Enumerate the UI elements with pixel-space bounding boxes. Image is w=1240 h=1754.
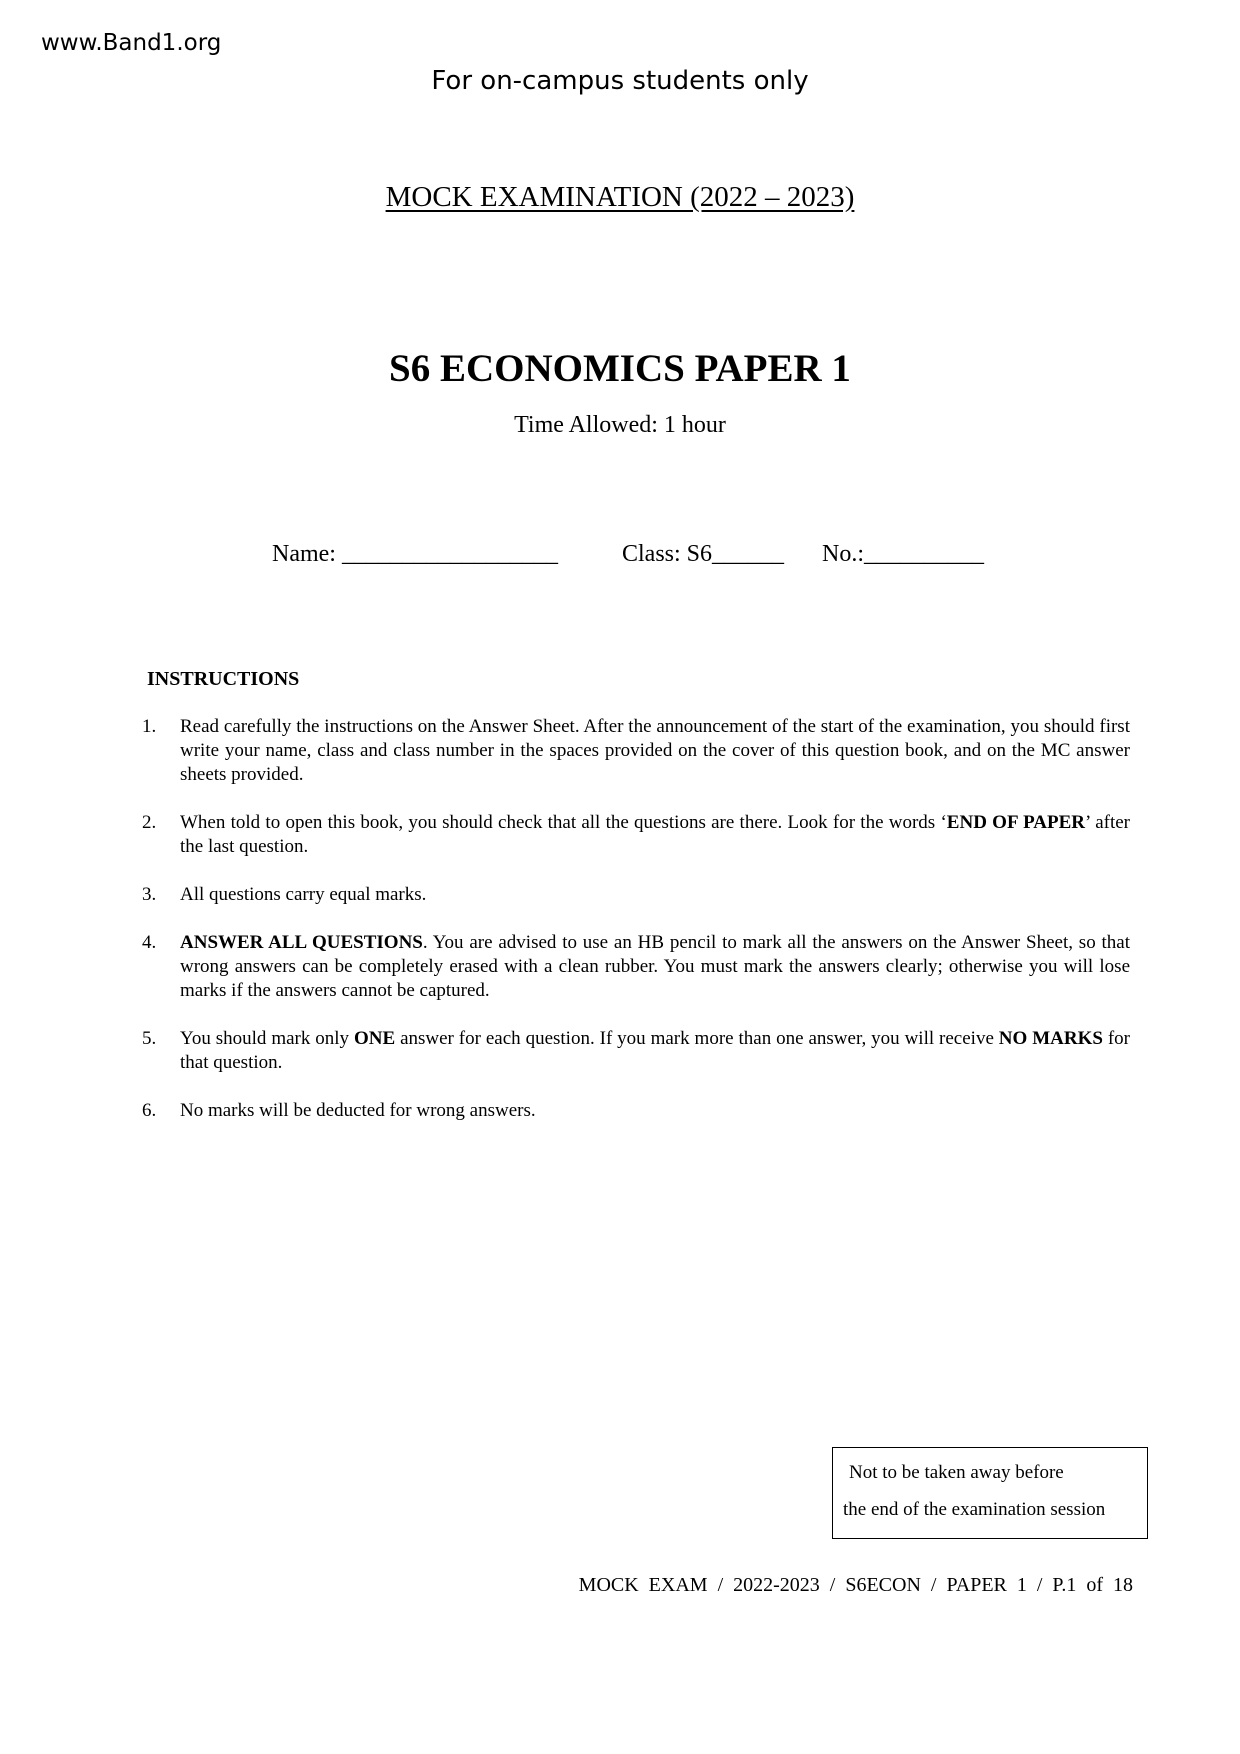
instruction-item: [142, 715, 1130, 787]
instruction-text: answer for each question. If you mark more than one answer, you will receive: [395, 1028, 999, 1049]
instruction-number: 3.: [142, 884, 157, 905]
instruction-item: [142, 931, 1130, 1003]
instruction-number: 2.: [142, 812, 157, 833]
time-allowed: Time Allowed: 1 hour: [514, 412, 726, 438]
watermark-url: www.Band1.org: [41, 30, 222, 56]
notice-box: [832, 1447, 1148, 1539]
instruction-text: You should mark only: [180, 1028, 354, 1049]
instruction-emphasis: ONE: [353, 1028, 396, 1049]
instruction-number: 4.: [142, 932, 157, 953]
instruction-number: 5.: [142, 1028, 157, 1049]
instruction-emphasis: ANSWER ALL QUESTIONS: [180, 932, 423, 953]
instruction-text: for that question.: [180, 1028, 1131, 1073]
instruction-text: Read carefully the instructions on the Answer Sheet. After the announcement of the start of the examination, you should first write your name, class and class number in the spaces provided on the cover of this question book, and on the MC answer sheets provided.: [180, 716, 1130, 785]
instruction-number: 1.: [142, 716, 157, 737]
campus-note: For on-campus students only: [431, 66, 809, 96]
instruction-item: [142, 1027, 1130, 1075]
class-field: Class: S6______: [622, 541, 785, 567]
instruction-emphasis: END OF PAPER: [946, 812, 1086, 833]
paper-title: S6 ECONOMICS PAPER 1: [389, 347, 851, 390]
instructions-heading: INSTRUCTIONS: [147, 668, 300, 690]
notice-line-1: Not to be taken away before: [849, 1462, 1064, 1483]
name-field: Name: __________________: [272, 541, 558, 567]
instruction-text: All questions carry equal marks.: [180, 884, 427, 905]
instruction-text: ’ after the last question.: [180, 812, 1131, 857]
instruction-emphasis: NO MARKS: [998, 1028, 1103, 1049]
instruction-number: 6.: [142, 1100, 157, 1121]
instruction-text: No marks will be deducted for wrong answers.: [180, 1100, 536, 1121]
instructions-list: [142, 715, 1130, 1147]
number-field: No.:__________: [822, 541, 984, 567]
instruction-text: When told to open this book, you should check that all the questions are there. Look for the words ‘: [180, 812, 947, 833]
page-footer: MOCK EXAM / 2022-2023 / S6ECON / PAPER 1 / P.1 of 18: [578, 1574, 1133, 1596]
instruction-item: [142, 883, 1130, 907]
instruction-item: [142, 811, 1130, 859]
exam-heading: MOCK EXAMINATION (2022 – 2023): [385, 181, 855, 213]
notice-line-2: the end of the examination session: [843, 1499, 1106, 1520]
instruction-item: [142, 1099, 1130, 1123]
instruction-text: . You are advised to use an HB pencil to mark all the answers on the Answer Sheet, so that wrong answers can be completely erased with a clean rubber. You must mark the answers clearly; otherwise you will lose marks if the answers cannot be captured.: [180, 932, 1130, 1001]
